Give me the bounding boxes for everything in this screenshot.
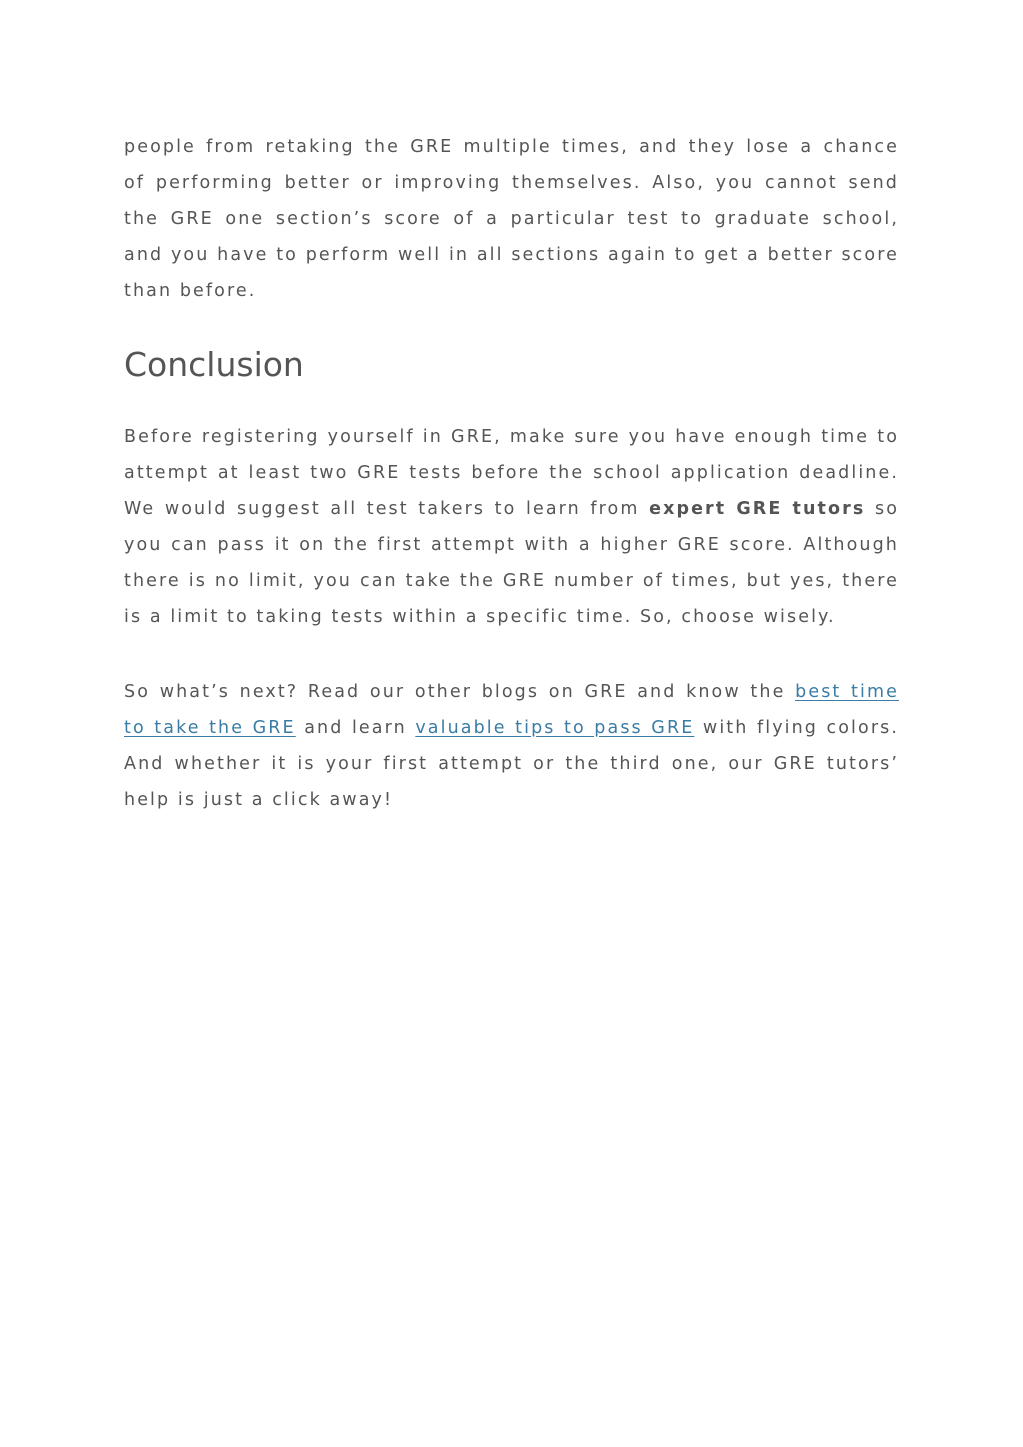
intro-paragraph — [124, 129, 899, 309]
next-steps-text-1: So what’s next? Read our other blogs on GRE and know the — [124, 682, 796, 702]
conclusion-text-before-bold: Before registering yourself in GRE, make sure you have enough time to attempt at least two GRE tests before the school application deadline. We would suggest all test takers to learn from — [124, 427, 899, 519]
next-steps-text-3: with flying colors. And whether it is your first attempt or the third one, our GRE tutors’ help is just a click away! — [124, 718, 900, 810]
next-steps-text-2: and learn — [295, 718, 416, 738]
valuable-tips-to-pass-gre-link[interactable]: valuable tips to pass GRE — [415, 718, 695, 738]
article-content — [124, 129, 899, 818]
intro-paragraph-text: people from retaking the GRE multiple times, and they lose a chance of performing better or improving themselves. Also, you cannot send the GRE one section’s score of a particular test to graduate school, and you have to perform well in all sections again to get a better score than before. — [124, 137, 899, 301]
next-steps-paragraph — [124, 674, 899, 818]
paragraph-spacer — [124, 635, 899, 674]
best-time-to-take-gre-link[interactable]: best time to take the GRE — [124, 682, 899, 738]
section-heading-conclusion: Conclusion — [124, 345, 304, 384]
conclusion-bold-phrase: expert GRE tutors — [649, 499, 866, 519]
conclusion-paragraph — [124, 419, 899, 635]
conclusion-text-after-bold: so you can pass it on the first attempt with a higher GRE score. Although there is no limit, you can take the GRE number of times, but yes, there is a limit to taking tests within a specific time. So, choose wisely. — [124, 499, 900, 627]
